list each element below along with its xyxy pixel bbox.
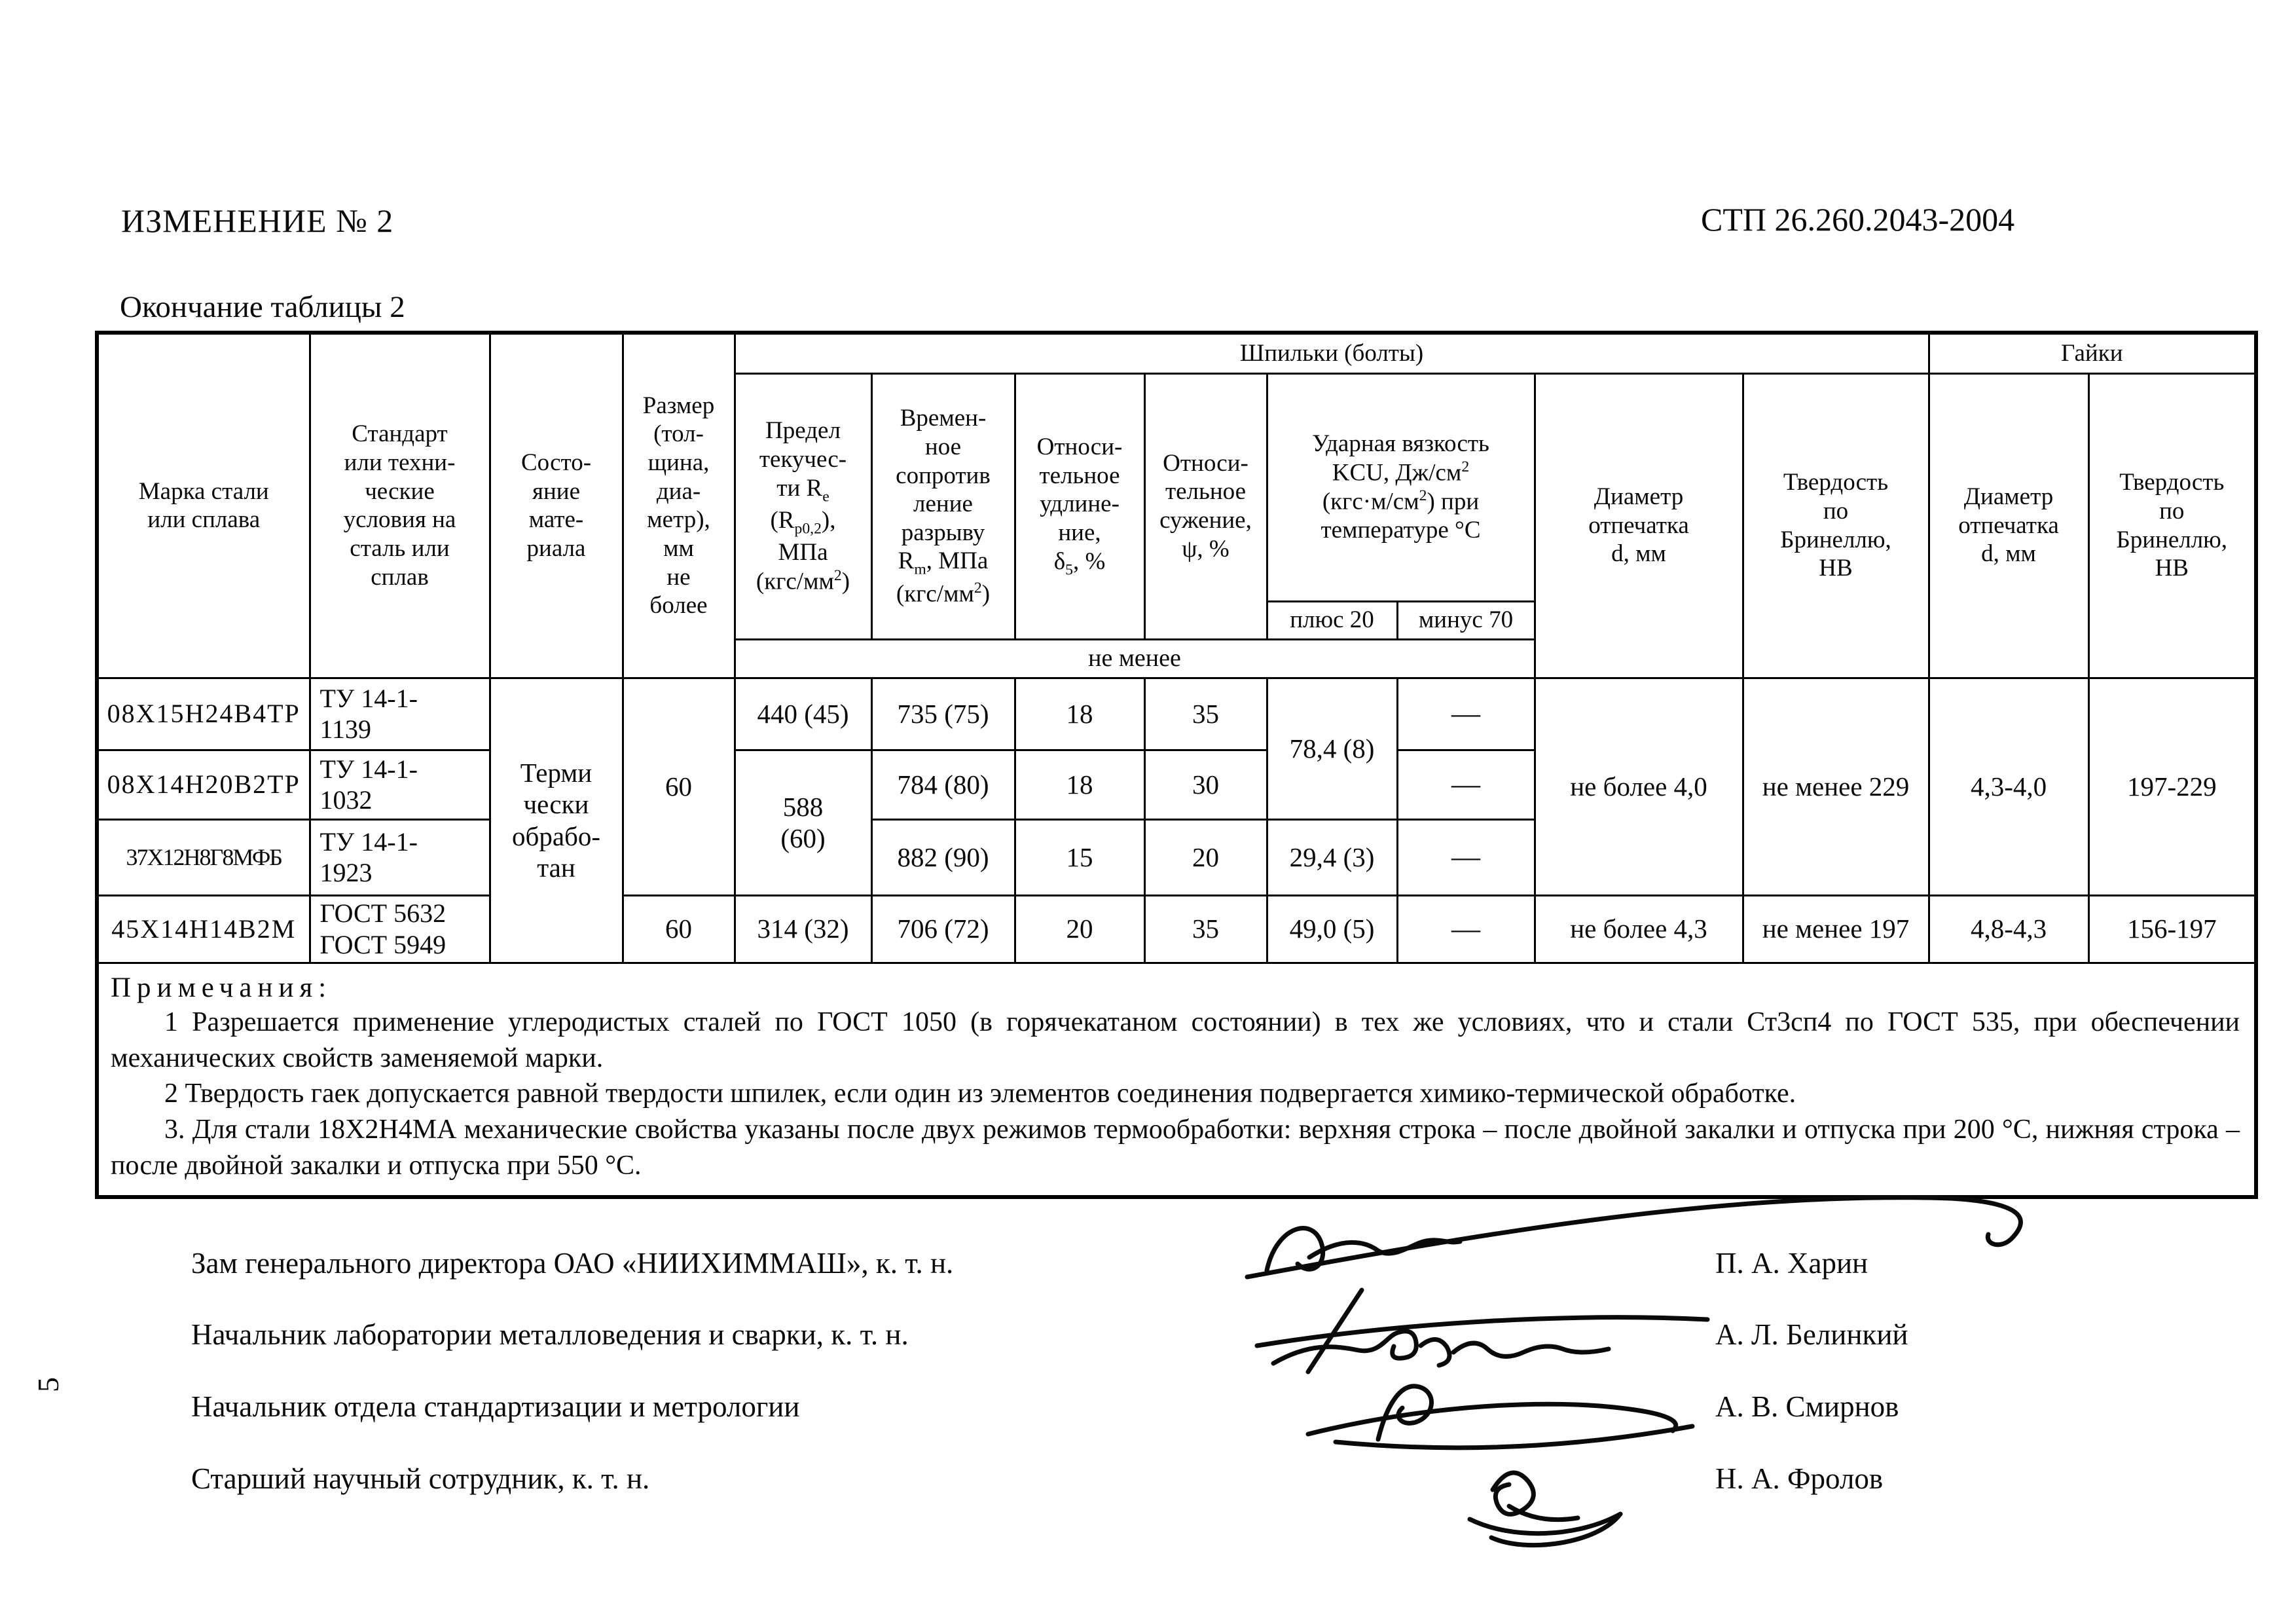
signatory-title-1: Зам генерального директора ОАО «НИИХИММАШ», к. т. н.	[191, 1247, 954, 1280]
col-header-plus20: плюс 20	[1267, 601, 1397, 639]
elongation-cell: 18	[1015, 678, 1144, 750]
contraction-cell: 35	[1144, 678, 1267, 750]
yield-cell: 314 (32)	[735, 895, 871, 963]
size-cell: 60	[623, 678, 735, 895]
signatory-name-4: Н. А. Фролов	[1715, 1462, 1884, 1495]
standard-number: СТП 26.260.2043-2004	[1701, 201, 2015, 238]
grade-cell: 37Х12Н8Г8МФБ	[97, 819, 310, 895]
tensile-cell: 735 (75)	[871, 678, 1015, 750]
stud-diameter-cell: не более 4,3	[1535, 895, 1743, 963]
elongation-cell: 20	[1015, 895, 1144, 963]
mechanical-properties-table	[95, 331, 2258, 1199]
col-header-grade: Марка стали или сплава	[97, 333, 310, 678]
table-row	[97, 678, 2256, 750]
impact-plus20-cell: 78,4 (8)	[1267, 678, 1397, 819]
signatory-name-3: А. В. Смирнов	[1715, 1390, 1899, 1423]
signatory-name-1: П. А. Харин	[1715, 1247, 1868, 1280]
col-header-impact: Ударная вязкость KCU, $Дж/см^2$ $(кгс\cdot м/см^2)$ при температуре °С	[1267, 373, 1535, 601]
signature-stroke-2	[1257, 1290, 1707, 1372]
note-item-1: 1 Разрешается применение углеродистых сталей по ГОСТ 1050 (в горячекатаном состоянии) в тех же условиях, что и стали Ст3сп4 по ГОСТ 535, при обеспечении механических свойств заменяемой марки.	[111, 1007, 2240, 1073]
state-cell: Терми чески обрабо- тан	[490, 678, 623, 963]
size-cell: 60	[623, 895, 735, 963]
col-header-size: Размер (тол- щина, диа- метр), мм не более	[623, 333, 735, 678]
yield-cell: 440 (45)	[735, 678, 871, 750]
col-header-tensile: Времен- ное сопротив ление разрыву $R_m$, МПа $(кгс/мм^2)$	[871, 373, 1015, 639]
impact-minus70-cell: —	[1397, 895, 1535, 963]
note-item-2: 2 Твердость гаек допускается равной твердости шпилек, если один из элементов соединения подвергается химико-термической обработке.	[164, 1079, 1796, 1109]
impact-minus70-cell: —	[1397, 678, 1535, 750]
nut-hardness-cell: 156-197	[2088, 895, 2256, 963]
contraction-cell: 30	[1144, 750, 1267, 819]
stud-diameter-cell: не более 4,0	[1535, 678, 1743, 895]
signature-stroke-4	[1470, 1473, 1620, 1545]
col-header-elongation: Относи- тельное удлине- ние, $\delta_5$, %	[1015, 373, 1144, 639]
not-less-cell: не менее	[735, 639, 1535, 678]
nut-diameter-cell: 4,8-4,3	[1929, 895, 2088, 963]
header-group-row	[97, 333, 2256, 373]
standard-cell: ГОСТ 5632 ГОСТ 5949	[310, 895, 490, 963]
col-header-state: Состо- яние мате- риала	[490, 333, 623, 678]
elongation-cell: 15	[1015, 819, 1144, 895]
col-header-standard: Стандарт или техни- ческие условия на сталь или сплав	[310, 333, 490, 678]
notes-row	[97, 963, 2256, 1197]
grade-cell: 08Х15Н24В4ТР	[97, 678, 310, 750]
group-header-studs: Шпильки (болты)	[735, 333, 1929, 373]
impact-plus20-cell: 29,4 (3)	[1267, 819, 1397, 895]
stud-hardness-cell: не менее 229	[1743, 678, 1929, 895]
col-header-contraction: Относи- тельное сужение, ψ, %	[1144, 373, 1267, 639]
grade-cell: 45Х14Н14В2М	[97, 895, 310, 963]
standard-cell: ТУ 14-1- 1032	[310, 750, 490, 819]
amendment-title: ИЗМЕНЕНИЕ № 2	[121, 202, 394, 239]
tensile-cell: 882 (90)	[871, 819, 1015, 895]
nut-diameter-cell: 4,3-4,0	[1929, 678, 2088, 895]
tensile-cell: 784 (80)	[871, 750, 1015, 819]
signatory-title-2: Начальник лаборатории металловедения и сварки, к. т. н.	[191, 1318, 909, 1351]
col-header-yield: Предел текучес- ти $R_e$ $(R_{р0,2})$, МПа $(кгс/мм^2)$	[735, 373, 871, 639]
standard-cell: ТУ 14-1- 1139	[310, 678, 490, 750]
page-number: 5	[31, 1377, 65, 1392]
contraction-cell: 35	[1144, 895, 1267, 963]
stud-hardness-cell: не менее 197	[1743, 895, 1929, 963]
yield-cell: 588 (60)	[735, 750, 871, 895]
impact-minus70-cell: —	[1397, 819, 1535, 895]
notes-title: Примечания:	[111, 972, 333, 1003]
tensile-cell: 706 (72)	[871, 895, 1015, 963]
standard-cell: ТУ 14-1- 1923	[310, 819, 490, 895]
group-header-nuts: Гайки	[1929, 333, 2256, 373]
signatory-title-3: Начальник отдела стандартизации и метрологии	[191, 1390, 800, 1423]
col-header-stud-diameter: Диаметр отпечатка d, мм	[1535, 373, 1743, 678]
elongation-cell: 18	[1015, 750, 1144, 819]
grade-cell: 08Х14Н20В2ТР	[97, 750, 310, 819]
col-header-nut-hardness: Твердость по Бринеллю, НВ	[2088, 373, 2256, 678]
table-row	[97, 895, 2256, 963]
impact-minus70-cell: —	[1397, 750, 1535, 819]
col-header-stud-hardness: Твердость по Бринеллю, НВ	[1743, 373, 1929, 678]
col-header-nut-diameter: Диаметр отпечатка d, мм	[1929, 373, 2088, 678]
handwritten-signatures	[1211, 1179, 2128, 1572]
signatory-title-4: Старший научный сотрудник, к. т. н.	[191, 1462, 650, 1495]
table-caption: Окончание таблицы 2	[120, 290, 405, 324]
contraction-cell: 20	[1144, 819, 1267, 895]
impact-plus20-cell: 49,0 (5)	[1267, 895, 1397, 963]
signature-stroke-3	[1308, 1386, 1692, 1448]
note-item-3: 3. Для стали 18Х2Н4МА механические свойства указаны после двух режимов термообработки: верхняя строка – после двойной закалки и отпуска при 200 °С, нижняя строка – после двойной закалки и отпуска при 550 °С.	[111, 1115, 2240, 1181]
notes-block	[97, 963, 2256, 1197]
nut-hardness-cell: 197-229	[2088, 678, 2256, 895]
col-header-minus70: минус 70	[1397, 601, 1535, 639]
signatory-name-2: А. Л. Белинкий	[1715, 1318, 1908, 1351]
signature-stroke-1	[1247, 1198, 2020, 1277]
